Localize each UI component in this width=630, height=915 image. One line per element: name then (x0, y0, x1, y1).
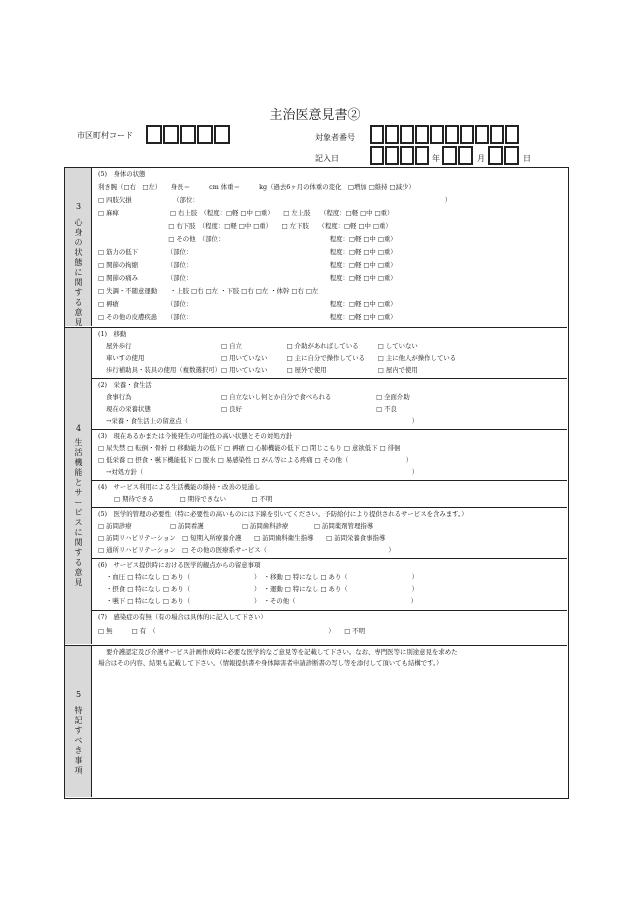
month-boxes[interactable] (442, 146, 473, 165)
section-3 (65, 168, 567, 328)
section-4 (65, 328, 567, 646)
section-4-number: 4 (75, 424, 82, 433)
section-4-label: 生活機能とサービスに関する意見 (74, 438, 83, 587)
section-5-label: 特記すべき事項 (74, 706, 83, 775)
page-title: 主治医意見書② (269, 108, 361, 123)
s4-row[interactable]: ・嚥下 □ 特になし □ あり（ ） ・その他（ ） (106, 597, 417, 605)
s4-row[interactable]: ・摂食 □ 特になし □ あり（ ） ・運動 □ 特になし □ あり（ ） (106, 585, 418, 593)
s4-row[interactable]: →対処方針（ ） (106, 468, 419, 476)
s4-row: (4) サービス利用による生活機能の維持・改善の見通し (98, 483, 261, 491)
s3-row[interactable]: □ 麻痺 □ 右上肢 （程度：□軽 □中 □重） □ 左上肢 （程度：□軽 □中 □重） (98, 209, 394, 217)
s3-row[interactable]: □ 褥瘡 （部位： 程度：□軽 □中 □重） (98, 300, 397, 308)
section-5-number: 5 (75, 690, 82, 699)
divider (92, 558, 567, 559)
year-boxes[interactable] (370, 146, 429, 165)
s4-row: (1) 移動 (98, 330, 127, 338)
city-code-boxes[interactable] (146, 125, 230, 144)
subject-number-label: 対象者番号 (315, 133, 355, 142)
city-code-label: 市区町村コード (77, 131, 133, 140)
section-3-label: 心身の状態に関する意見 (74, 218, 83, 327)
date-label: 記入日 (315, 154, 339, 163)
s4-row: (5) 医学的管理の必要性（特に必要性の高いものには下線を引いてください。予防給付により提供されるサービスを含みます。） (98, 510, 468, 518)
s4-row[interactable]: 食事行為 □ 自立ないし何とか自分で食べられる □ 全面介助 (106, 393, 410, 401)
month-unit: 月 (477, 154, 485, 163)
s4-row[interactable]: ・血圧 □ 特になし □ あり（ ） ・移動 □ 特になし □ あり（ ） (106, 573, 418, 581)
s4-row[interactable]: 現在の栄養状態 □ 良好 □ 不良 (106, 405, 397, 413)
s3-row[interactable]: □ 筋力の低下 （部位： 程度：□軽 □中 □重） (98, 248, 397, 256)
divider (92, 507, 567, 508)
s4-row: (6) サービス提供時における医学的観点からの留意事項 (98, 561, 261, 569)
s3-row[interactable]: □ 四肢欠損 （部位： ） (98, 196, 452, 204)
section-4-side (65, 328, 92, 644)
s3-row[interactable]: □ 関節の痛み （部位： 程度：□軽 □中 □重） (98, 274, 397, 282)
s3-row[interactable]: 利き腕（□右 □左） 身長＝ cm 体重＝ kg（過去6ヶ月の体重の変化 □増加 □維持 □減少） (98, 183, 415, 191)
notes-instruction-1: 要介護認定及び介護サービス計画作成時に必要な医学的なご意見等を記載して下さい。なお、専門医等に別途意見を求めた (106, 648, 458, 656)
s4-row: (7) 感染症の有無（有の場合は具体的に記入して下さい） (98, 613, 267, 621)
s4-row[interactable]: 屋外歩行 □ 自立 □ 介助があればしている □ していない (106, 342, 418, 350)
section-5-side (65, 646, 92, 797)
s3-row: (5) 身体の状態 (98, 170, 146, 178)
opinion-form (64, 167, 569, 799)
s4-row[interactable]: 歩行補助具・装具の使用（複数選択可）□ 用いていない □ 屋外で使用 □ 屋内で使用 (106, 366, 418, 374)
s4-row[interactable]: □ 訪問診療 □ 訪問看護 □ 訪問歯科診療 □ 訪問薬剤管理指導 (98, 522, 374, 530)
s4-row: (2) 栄養・食生活 (98, 381, 152, 389)
section-3-side (65, 168, 92, 326)
day-boxes[interactable] (488, 146, 519, 165)
special-notes-area[interactable] (95, 674, 563, 792)
s3-row[interactable]: □ 関節の拘縮 （部位： 程度：□軽 □中 □重） (98, 261, 397, 269)
subject-number-boxes[interactable] (370, 125, 519, 144)
divider (92, 480, 567, 481)
s4-row[interactable]: →栄養・食生活上の留意点（ ） (106, 417, 419, 425)
s4-row[interactable]: □ 尿失禁 □ 転倒・骨折 □ 移動能力の低下 □ 褥瘡 □ 心肺機能の低下 □ 閉じこもり □ 意欲低下 □ 徘徊 (98, 444, 401, 452)
s4-row: (3) 現在あるかまたは今後発生の可能性の高い状態とその対処方針 (98, 432, 293, 440)
divider (92, 429, 567, 430)
s4-row[interactable]: □ 期待できる □ 期待できない □ 不明 (114, 495, 273, 503)
day-unit: 日 (523, 154, 531, 163)
s3-row[interactable]: □ その他 （部位： 程度：□軽 □中 □重） (98, 235, 397, 243)
s3-row[interactable]: □ 右下肢 （程度：□軽 □中 □重） □ 左下肢 （程度：□軽 □中 □重） (98, 222, 392, 230)
notes-instruction-2: 場合はその内容、結果も記載して下さい。（情報提供書や身体障害者申請診断書の写し等を添付して頂いても結構です。） (98, 659, 443, 667)
section-5 (65, 646, 567, 797)
s4-row[interactable]: □ 無 □ 有 （ ） □ 不明 (98, 627, 366, 635)
s4-row[interactable]: 車いすの使用 □ 用いていない □ 主に自分で操作している □ 主に他人が操作している (106, 354, 457, 362)
s3-row[interactable]: □ 失調・不随意運動 ・上肢 □右 □左 ・下肢 □右 □左 ・体幹 □右 □左 (98, 287, 319, 295)
s3-row[interactable]: □ その他の皮膚疾患 （部位： 程度：□軽 □中 □重） (98, 313, 397, 321)
s4-row[interactable]: □ 訪問リハビリテーション □ 短期入所療養介護 □ 訪問歯科衛生指導 □ 訪問栄養食事指導 (98, 534, 386, 542)
divider (92, 610, 567, 611)
divider (92, 378, 567, 379)
s4-row[interactable]: □ 通所リハビリテーション □ その他の医療系サービス（ ） (98, 546, 395, 554)
s4-row[interactable]: □ 低栄養 □ 摂食・嚥下機能低下 □ 脱水 □ 易感染性 □ がん等による疼痛 □ その他（ ） (98, 456, 413, 464)
section-3-number: 3 (75, 202, 82, 211)
year-unit: 年 (432, 154, 440, 163)
